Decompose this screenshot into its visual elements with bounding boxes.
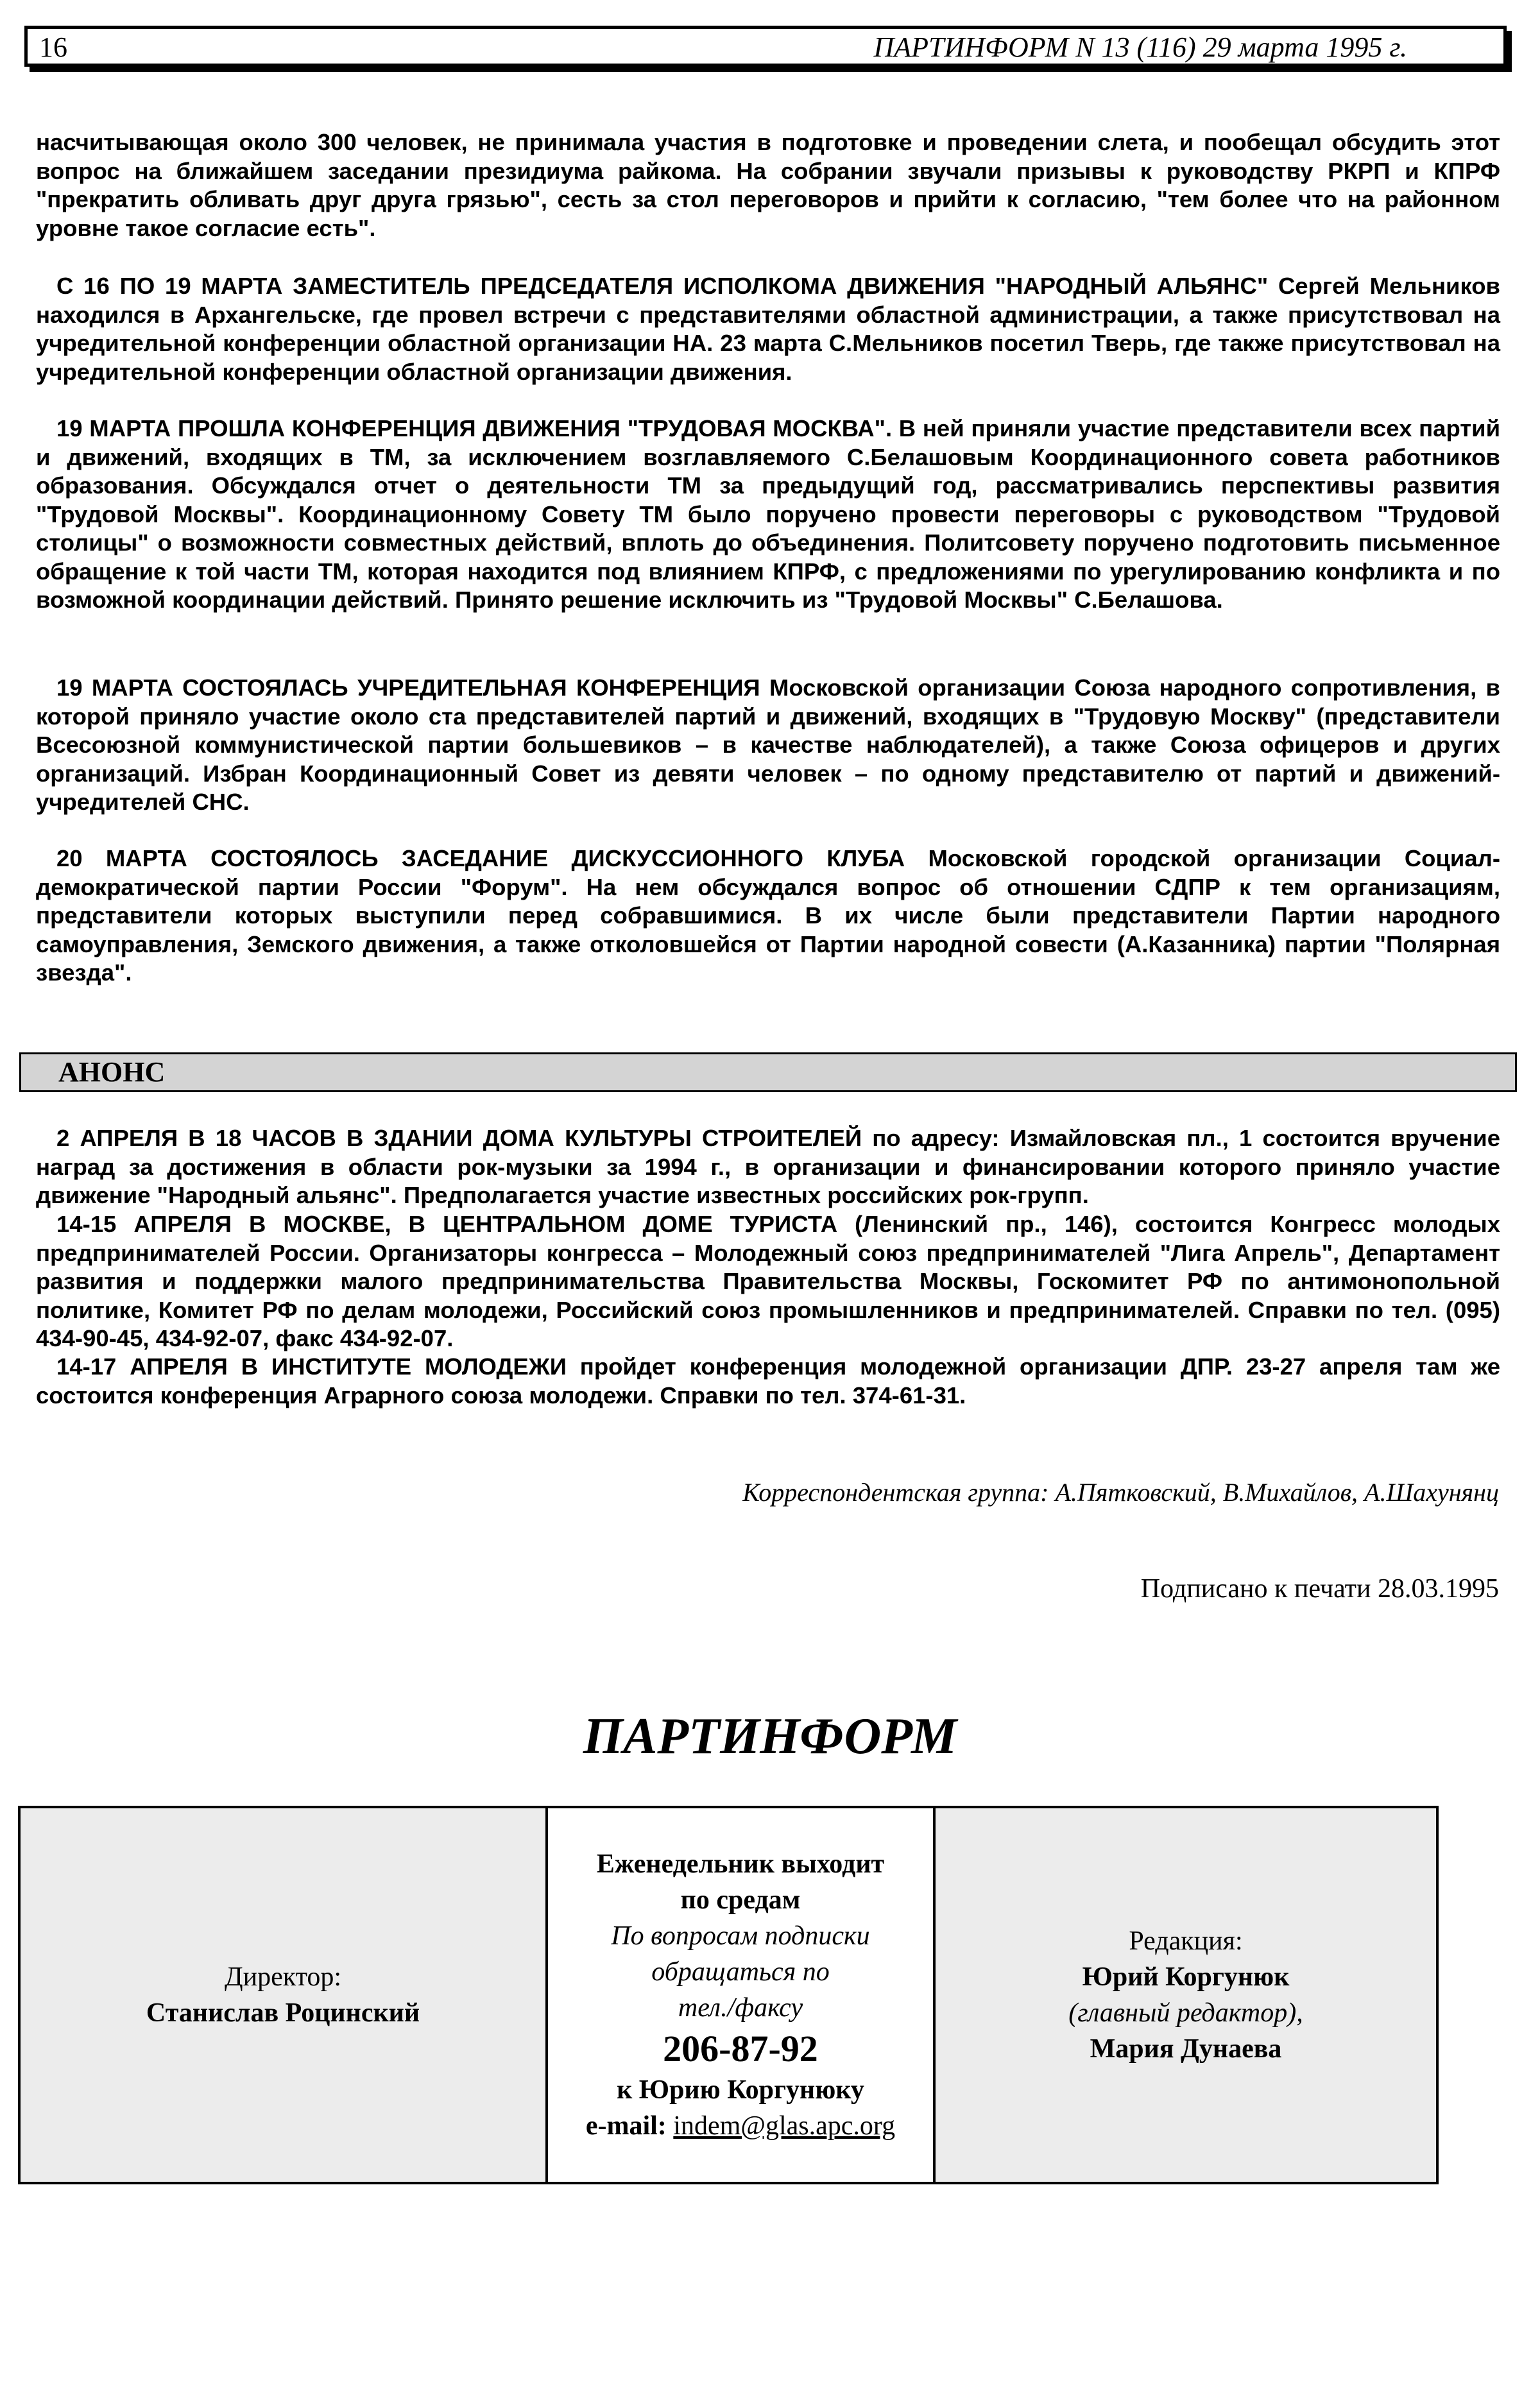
page-number: 16 [39, 31, 67, 63]
paragraph-forum [36, 844, 1500, 988]
weekly-line-2: по средам [680, 1885, 801, 1915]
subscription-line-2: обращаться по [651, 1957, 830, 1987]
paragraph-trudovaya-moskva [36, 415, 1500, 615]
paragraph-lead: 20 МАРТА СОСТОЯЛОСЬ ЗАСЕДАНИЕ ДИСКУССИОННОГО КЛУБА [56, 845, 905, 871]
subscription-line-3: тел./факсу [678, 1993, 803, 2023]
anons-heading: АНОНС [19, 1052, 1517, 1092]
email-line [586, 2108, 895, 2144]
anons-item-institute [36, 1353, 1500, 1410]
paragraph-body: Сергей Мельников находился в Архангельске, где провел встречи с представителями областной администрации, а также присутствовал на учредительной конференции областной организации НА. 23 марта С.Мельников посетил Тверь, где также присутствовал на учредительной конференции областной организации движения. [36, 273, 1500, 385]
paragraph-lead: С 16 ПО 19 МАРТА ЗАМЕСТИТЕЛЬ ПРЕДСЕДАТЕЛЯ ИСПОЛКОМА ДВИЖЕНИЯ "НАРОДНЫЙ АЛЬЯНС" [56, 273, 1269, 299]
masthead-title: ПАРТИНФОРМ [583, 1708, 957, 1765]
phone-number: 206-87-92 [663, 2028, 818, 2069]
anons-lead: 2 АПРЕЛЯ В 18 ЧАСОВ В ЗДАНИИ ДОМА КУЛЬТУРЫ СТРОИТЕЛЕЙ [56, 1125, 862, 1151]
director-name: Станислав Роцинский [146, 1998, 420, 2028]
anons-lead: 14-17 АПРЕЛЯ В ИНСТИТУТЕ МОЛОДЕЖИ [56, 1353, 567, 1380]
editor2-name: Мария Дунаева [1090, 2034, 1282, 2064]
paragraph-continued: насчитывающая около 300 человек, не принимала участия в подготовке и проведении слета, и пообещал обсудить этот вопрос на ближайшем заседании президиума райкома. На собрании звучали призывы к руководству РКРП и КПРФ "прекратить обливать друг друга грязью", сесть за стол переговоров и прийти к согласию, "тем более что на районном уровне такое согласие есть". [36, 129, 1500, 241]
email-label: e-mail: [585, 2111, 667, 2141]
subscription-line-1: По вопросам подписки [611, 1921, 870, 1951]
signed-to-print: Подписано к печати 28.03.1995 [1140, 1574, 1499, 1604]
weekly-line-1: Еженедельник выходит [596, 1849, 885, 1879]
anons-lead: 14-15 АПРЕЛЯ В МОСКВЕ, В ЦЕНТРАЛЬНОМ ДОМЕ ТУРИСТА [56, 1211, 838, 1237]
paragraph-melnikov [36, 272, 1500, 386]
paragraph-body: Московской организации Союза народного сопротивления, в которой приняло участие около ста представителей партий и движений, входящих в "Трудовую Москву" (представители Всесоюзной коммунистической партии большевиков – в качестве наблюдателей), а также Союза офицеров и других организаций. Избран Координационный Совет из девяти человек – по одному представителю от партий и движений-учредителей СНС. [36, 674, 1500, 815]
contact-person: к Юрию Коргунюку [617, 2075, 864, 2105]
paragraph-lead: 19 МАРТА ПРОШЛА КОНФЕРЕНЦИЯ ДВИЖЕНИЯ "ТРУДОВАЯ МОСКВА". [56, 415, 893, 441]
anons-body: пройдет конференция молодежной организации ДПР. 23-27 апреля там же состоится конференция Аграрного союза молодежи. Справки по тел. 374-61-31. [36, 1353, 1500, 1409]
director-label: Директор: [224, 1962, 342, 1992]
director-cell [21, 1808, 548, 2182]
email-link[interactable]: indem@glas.apc.org [673, 2111, 896, 2141]
anons-body: (Ленинский пр., 146), состоится Конгресс молодых предпринимателей России. Организаторы конгресса – Молодежный союз предпринимателей "Лига Апрель", Департамент развития и поддержки малого предпринимательства Правительства Москвы, Госкомитет РФ по антимонопольной политике, Комитет РФ по делам молодежи, Российский союз промышленников и предпринимателей. Справки по тел. (095) 434-90-45, 434-92-07, факс 434-92-07. [36, 1211, 1500, 1351]
editorial-label: Редакция: [1129, 1926, 1243, 1956]
paragraph-body: Московской городской организации Социал-демократической партии России "Форум". На нем обсуждался вопрос об отношении СДПР к тем организациям, представители которых выступили перед собравшимися. В их числе были представители Партии народного самоуправления, Земского движения, а также отколовшейся от Партии народной совести (А.Казанника) партии "Полярная звезда". [36, 845, 1500, 986]
editor-name: Юрий Коргунюк [1082, 1962, 1290, 1992]
editorial-cell [936, 1808, 1436, 2182]
anons-body: по адресу: Измайловская пл., 1 состоится вручение наград за достижения в области рок-музыки за 1994 г., в организации и финансировании которого приняло участие движение "Народный альянс". Предполагается участие известных российских рок-групп. [36, 1125, 1500, 1208]
editor-role: (главный редактор), [1068, 1998, 1303, 2028]
masthead-table [18, 1806, 1439, 2184]
page-header [24, 26, 1507, 67]
byline: Корреспондентская группа: А.Пятковский, В.Михайлов, А.Шахунянц [742, 1478, 1499, 1507]
anons-item-rock [36, 1124, 1500, 1210]
anons-item-congress [36, 1210, 1500, 1353]
paragraph-lead: 19 МАРТА СОСТОЯЛАСЬ УЧРЕДИТЕЛЬНАЯ КОНФЕРЕНЦИЯ [56, 674, 760, 701]
paragraph-sns [36, 674, 1500, 817]
paragraph-body: В ней приняли участие представители всех партий и движений, входящих в ТМ, за исключением возглавляемого С.Белашовым Координационного совета работников образования. Обсуждался отчет о деятельности ТМ за предыдущий год, рассматривались перспективы развития "Трудовой Москвы". Координационному Совету ТМ было поручено провести переговоры с руководством "Трудовой столицы" о возможности совместных действий, вплоть до объединения. Политсовету поручено подготовить письменное обращение к той части ТМ, которая находится под влиянием КПРФ, с предложениями по урегулированию конфликта и по возможной координации действий. Принято решение исключить из "Трудовой Москвы" С.Белашова. [36, 415, 1501, 613]
issue-title: ПАРТИНФОРМ N 13 (116) 29 марта 1995 г. [873, 31, 1407, 63]
subscription-cell [548, 1808, 936, 2182]
